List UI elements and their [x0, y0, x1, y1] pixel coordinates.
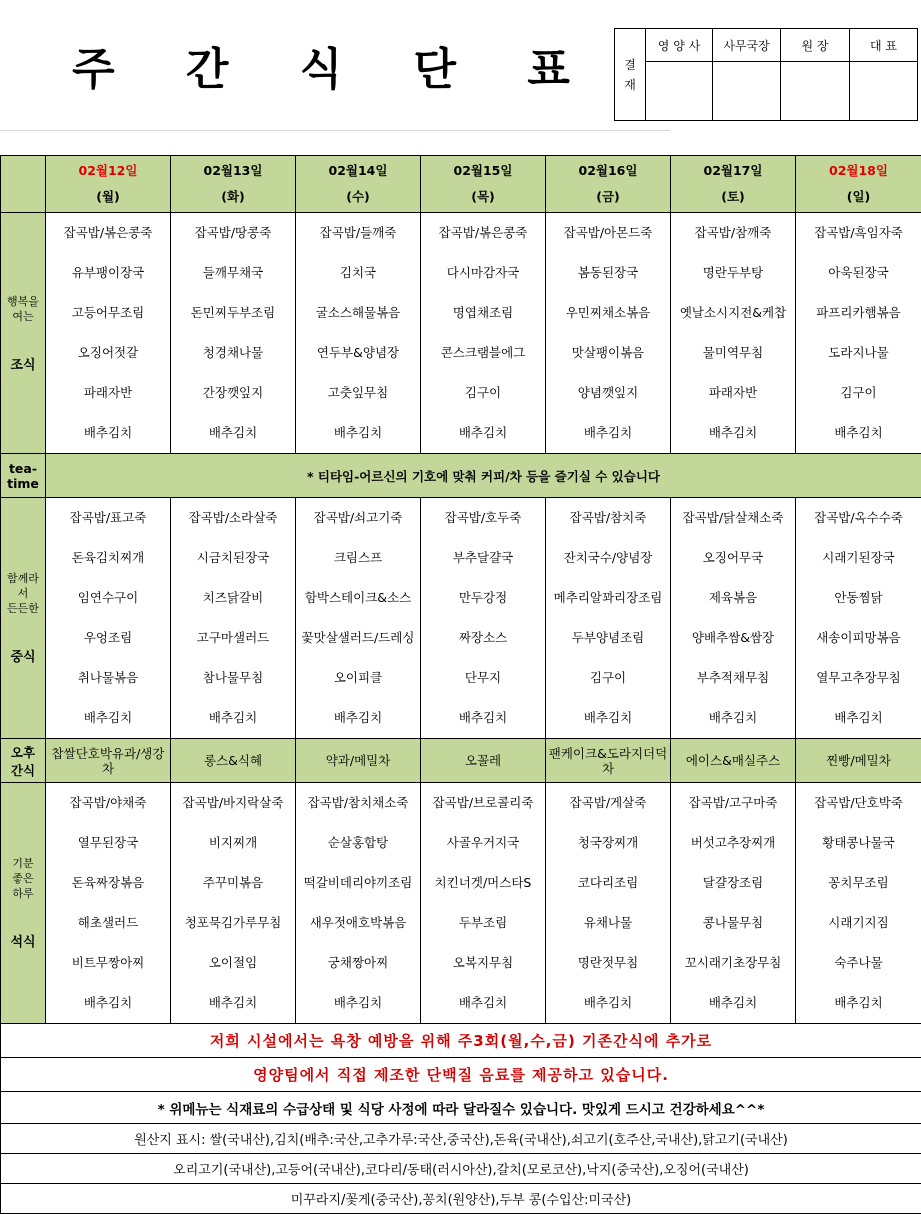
menu-item: 황태콩나물국	[796, 823, 921, 863]
menu-item: 돈육짜장볶음	[46, 863, 170, 903]
menu-item: 배추김치	[46, 413, 170, 453]
menu-item: 배추김치	[296, 698, 420, 738]
menu-item: 새송이피망볶음	[796, 618, 921, 658]
menu-item: 시래기된장국	[796, 538, 921, 578]
spacer-row	[0, 130, 670, 157]
menu-item: 잡곡밥/표고죽	[46, 498, 170, 538]
lunch-cell	[296, 498, 421, 739]
menu-item: 고등어무조림	[46, 293, 170, 333]
menu-item: 함박스테이크&소스	[296, 578, 420, 618]
breakfast-cell	[46, 213, 171, 454]
menu-item: 고구마샐러드	[171, 618, 295, 658]
page-title: 주 간 식 단 표	[0, 0, 670, 130]
menu-item: 김치국	[296, 253, 420, 293]
signature-box[interactable]	[713, 62, 781, 121]
menu-item: 잡곡밥/바지락살죽	[171, 783, 295, 823]
menu-item: 제육볶음	[671, 578, 795, 618]
menu-item: 시래기지짐	[796, 903, 921, 943]
menu-item: 잡곡밥/닭살채소죽	[671, 498, 795, 538]
menu-item: 잡곡밥/참치채소죽	[296, 783, 420, 823]
menu-item: 배추김치	[546, 413, 670, 453]
menu-item: 잡곡밥/옥수수죽	[796, 498, 921, 538]
menu-item: 고춧잎무침	[296, 373, 420, 413]
menu-item: 크림스프	[296, 538, 420, 578]
menu-item: 들깨무채국	[171, 253, 295, 293]
menu-item: 달걀장조림	[671, 863, 795, 903]
menu-item: 숙주나물	[796, 943, 921, 983]
signature-box[interactable]	[850, 62, 918, 121]
snack-cell: 약과/메밀차	[296, 739, 421, 783]
menu-item: 청경채나물	[171, 333, 295, 373]
menu-note: * 위메뉴는 식재료의 수급상태 및 식당 사정에 따라 달라질수 있습니다. 맛있게 드시고 건강하세요^^*	[1, 1092, 921, 1124]
menu-item: 파래자반	[671, 373, 795, 413]
notice-line-2: 영양팀에서 직접 제조한 단백질 음료를 제공하고 있습니다.	[1, 1058, 921, 1092]
menu-item: 간장깻잎지	[171, 373, 295, 413]
menu-item: 연두부&양념장	[296, 333, 420, 373]
menu-item: 잡곡밥/들깨죽	[296, 213, 420, 253]
day-header: 02월18일 (일)	[796, 156, 921, 213]
dinner-cell	[296, 783, 421, 1024]
menu-item: 유채나물	[546, 903, 670, 943]
menu-item: 치킨너겟/머스타S	[421, 863, 545, 903]
teatime-row	[1, 454, 921, 498]
menu-item: 궁채짱아찌	[296, 943, 420, 983]
menu-item: 두부양념조림	[546, 618, 670, 658]
menu-item: 배추김치	[671, 413, 795, 453]
menu-item: 잡곡밥/고구마죽	[671, 783, 795, 823]
menu-item: 두부조림	[421, 903, 545, 943]
dinner-row	[1, 783, 921, 1024]
menu-item: 잡곡밥/볶은콩죽	[421, 213, 545, 253]
menu-item: 잡곡밥/호두죽	[421, 498, 545, 538]
menu-item: 잡곡밥/야채죽	[46, 783, 170, 823]
menu-item: 유부팽이장국	[46, 253, 170, 293]
breakfast-cell	[796, 213, 921, 454]
dinner-cell	[421, 783, 546, 1024]
menu-item: 김구이	[796, 373, 921, 413]
notice-line-1: 저희 시설에서는 욕창 예방을 위해 주3회(월,수,금) 기존간식에 추가로	[1, 1024, 921, 1058]
breakfast-row	[1, 213, 921, 454]
corner-cell	[1, 156, 46, 213]
lunch-cell	[421, 498, 546, 739]
menu-item: 다시마감자국	[421, 253, 545, 293]
menu-item: 돈육김치찌개	[46, 538, 170, 578]
approval-header-manager: 사무국장	[713, 29, 781, 62]
menu-item: 아욱된장국	[796, 253, 921, 293]
menu-item: 우민찌채소볶음	[546, 293, 670, 333]
menu-item: 굴소스해물볶음	[296, 293, 420, 333]
menu-item: 배추김치	[796, 413, 921, 453]
menu-item: 잔치국수/양념장	[546, 538, 670, 578]
day-header: 02월17일 (토)	[671, 156, 796, 213]
lunch-cell	[171, 498, 296, 739]
menu-item: 떡갈비데리야끼조림	[296, 863, 420, 903]
menu-item: 잡곡밥/참깨죽	[671, 213, 795, 253]
menu-item: 해초샐러드	[46, 903, 170, 943]
menu-item: 단무지	[421, 658, 545, 698]
menu-item: 잡곡밥/땅콩죽	[171, 213, 295, 253]
snack-label: 오후 간식	[1, 739, 46, 783]
day-header: 02월16일 (금)	[546, 156, 671, 213]
lunch-label: 함께라 서 든든한 중식	[1, 498, 46, 739]
menu-item: 명란두부탕	[671, 253, 795, 293]
date-header-row	[1, 156, 921, 213]
menu-item: 물미역무침	[671, 333, 795, 373]
menu-item: 오징어무국	[671, 538, 795, 578]
menu-item: 치즈닭갈비	[171, 578, 295, 618]
menu-item: 양념깻잎지	[546, 373, 670, 413]
menu-item: 배추김치	[171, 698, 295, 738]
menu-item: 오복지무침	[421, 943, 545, 983]
menu-item: 명란젓무침	[546, 943, 670, 983]
menu-item: 배추김치	[171, 413, 295, 453]
dinner-cell	[671, 783, 796, 1024]
menu-item: 오징어젓갈	[46, 333, 170, 373]
menu-item: 코다리조림	[546, 863, 670, 903]
menu-item: 배추김치	[296, 983, 420, 1023]
menu-item: 잡곡밥/참치죽	[546, 498, 670, 538]
origin-line-3: 미꾸라지/꽃게(중국산),꽁치(원양산),두부 콩(수입산:미국산)	[1, 1184, 921, 1214]
approval-header-ceo: 대 표	[850, 29, 918, 62]
menu-item: 버섯고추장찌개	[671, 823, 795, 863]
menu-item: 주꾸미볶음	[171, 863, 295, 903]
snack-cell: 오꼴레	[421, 739, 546, 783]
menu-item: 김구이	[546, 658, 670, 698]
approval-label: 결 재	[615, 29, 646, 121]
menu-item: 순살홍합탕	[296, 823, 420, 863]
dinner-cell	[796, 783, 921, 1024]
menu-item: 배추김치	[546, 983, 670, 1023]
menu-item: 콘스크램블에그	[421, 333, 545, 373]
menu-item: 꽃맛살샐러드/드레싱	[296, 618, 420, 658]
menu-item: 파프리카햄볶음	[796, 293, 921, 333]
menu-item: 짜장소스	[421, 618, 545, 658]
menu-item: 부추적채무침	[671, 658, 795, 698]
menu-item: 도라지나물	[796, 333, 921, 373]
menu-item: 김구이	[421, 373, 545, 413]
menu-item: 오이절임	[171, 943, 295, 983]
signature-box[interactable]	[781, 62, 850, 121]
menu-item: 배추김치	[171, 983, 295, 1023]
lunch-cell	[671, 498, 796, 739]
menu-item: 배추김치	[671, 983, 795, 1023]
dinner-cell	[171, 783, 296, 1024]
menu-item: 콩나물무침	[671, 903, 795, 943]
lunch-cell	[46, 498, 171, 739]
snack-cell: 찹쌀단호박유과/생강차	[46, 739, 171, 783]
menu-item: 배추김치	[46, 698, 170, 738]
menu-item: 꼬시래기초장무침	[671, 943, 795, 983]
menu-item: 청포묵김가루무침	[171, 903, 295, 943]
snack-row	[1, 739, 921, 783]
breakfast-cell	[171, 213, 296, 454]
dinner-cell	[46, 783, 171, 1024]
menu-item: 돈민찌두부조림	[171, 293, 295, 333]
menu-item: 열무고추장무침	[796, 658, 921, 698]
dinner-label: 기분 좋은 하루 석식	[1, 783, 46, 1024]
menu-item: 참나물무침	[171, 658, 295, 698]
teatime-text: * 티타임-어르신의 기호에 맞춰 커피/차 등을 즐기실 수 있습니다	[46, 454, 921, 498]
snack-cell: 찐빵/메밀차	[796, 739, 921, 783]
lunch-row	[1, 498, 921, 739]
menu-item: 우엉조림	[46, 618, 170, 658]
menu-item: 명엽채조림	[421, 293, 545, 333]
lunch-cell	[796, 498, 921, 739]
lunch-cell	[546, 498, 671, 739]
menu-item: 배추김치	[546, 698, 670, 738]
menu-item: 잡곡밥/볶은콩죽	[46, 213, 170, 253]
menu-item: 오이피클	[296, 658, 420, 698]
menu-item: 맛살팽이볶음	[546, 333, 670, 373]
menu-item: 잡곡밥/단호박죽	[796, 783, 921, 823]
menu-item: 배추김치	[421, 413, 545, 453]
day-header: 02월12일 (월)	[46, 156, 171, 213]
menu-item: 잡곡밥/쇠고기죽	[296, 498, 420, 538]
menu-item: 잡곡밥/흑임자죽	[796, 213, 921, 253]
menu-item: 사골우거지국	[421, 823, 545, 863]
menu-item: 잡곡밥/소라살죽	[171, 498, 295, 538]
menu-item: 잡곡밥/브로콜리죽	[421, 783, 545, 823]
menu-item: 꽁치무조림	[796, 863, 921, 903]
dinner-cell	[546, 783, 671, 1024]
origin-line-2: 오리고기(국내산),고등어(국내산),코다리/동태(러시아산),갈치(모로코산),낙지(중국산),오징어(국내산)	[1, 1154, 921, 1184]
origin-line-1: 원산지 표시: 쌀(국내산),김치(배추:국산,고추가루:국산,중국산),돈육(국내산),쇠고기(호주산,국내산),닭고기(국내산)	[1, 1124, 921, 1154]
menu-item: 열무된장국	[46, 823, 170, 863]
menu-item: 메추리알꽈리장조림	[546, 578, 670, 618]
day-header: 02월14일 (수)	[296, 156, 421, 213]
menu-item: 잡곡밥/아몬드죽	[546, 213, 670, 253]
breakfast-cell	[296, 213, 421, 454]
menu-item: 비지찌개	[171, 823, 295, 863]
day-header: 02월15일 (목)	[421, 156, 546, 213]
snack-cell: 에이스&매실주스	[671, 739, 796, 783]
menu-item: 배추김치	[46, 983, 170, 1023]
menu-item: 잡곡밥/게살죽	[546, 783, 670, 823]
menu-item: 배추김치	[671, 698, 795, 738]
breakfast-cell	[671, 213, 796, 454]
teatime-label: tea- time	[1, 454, 46, 498]
menu-item: 파래자반	[46, 373, 170, 413]
approval-box	[614, 28, 918, 121]
approval-header-nutritionist: 영 양 사	[646, 29, 713, 62]
menu-item: 안동찜닭	[796, 578, 921, 618]
snack-cell: 팬케이크&도라지더덕차	[546, 739, 671, 783]
approval-header-director: 원 장	[781, 29, 850, 62]
menu-item: 양배추쌈&쌈장	[671, 618, 795, 658]
menu-item: 시금치된장국	[171, 538, 295, 578]
menu-item: 새우젓애호박볶음	[296, 903, 420, 943]
day-header: 02월13일 (화)	[171, 156, 296, 213]
menu-item: 배추김치	[796, 983, 921, 1023]
menu-item: 배추김치	[296, 413, 420, 453]
menu-item: 배추김치	[421, 983, 545, 1023]
menu-item: 배추김치	[796, 698, 921, 738]
menu-item: 부추달걀국	[421, 538, 545, 578]
menu-item: 청국장찌개	[546, 823, 670, 863]
menu-item: 비트무짱아찌	[46, 943, 170, 983]
menu-item: 취나물볶음	[46, 658, 170, 698]
snack-cell: 롱스&식혜	[171, 739, 296, 783]
menu-item: 만두강정	[421, 578, 545, 618]
menu-item: 옛날소시지전&케찹	[671, 293, 795, 333]
weekly-menu-table	[0, 155, 921, 1214]
menu-item: 배추김치	[421, 698, 545, 738]
signature-box[interactable]	[646, 62, 713, 121]
breakfast-label: 행복을 여는 조식	[1, 213, 46, 454]
menu-item: 임연수구이	[46, 578, 170, 618]
breakfast-cell	[546, 213, 671, 454]
breakfast-cell	[421, 213, 546, 454]
menu-item: 봄동된장국	[546, 253, 670, 293]
